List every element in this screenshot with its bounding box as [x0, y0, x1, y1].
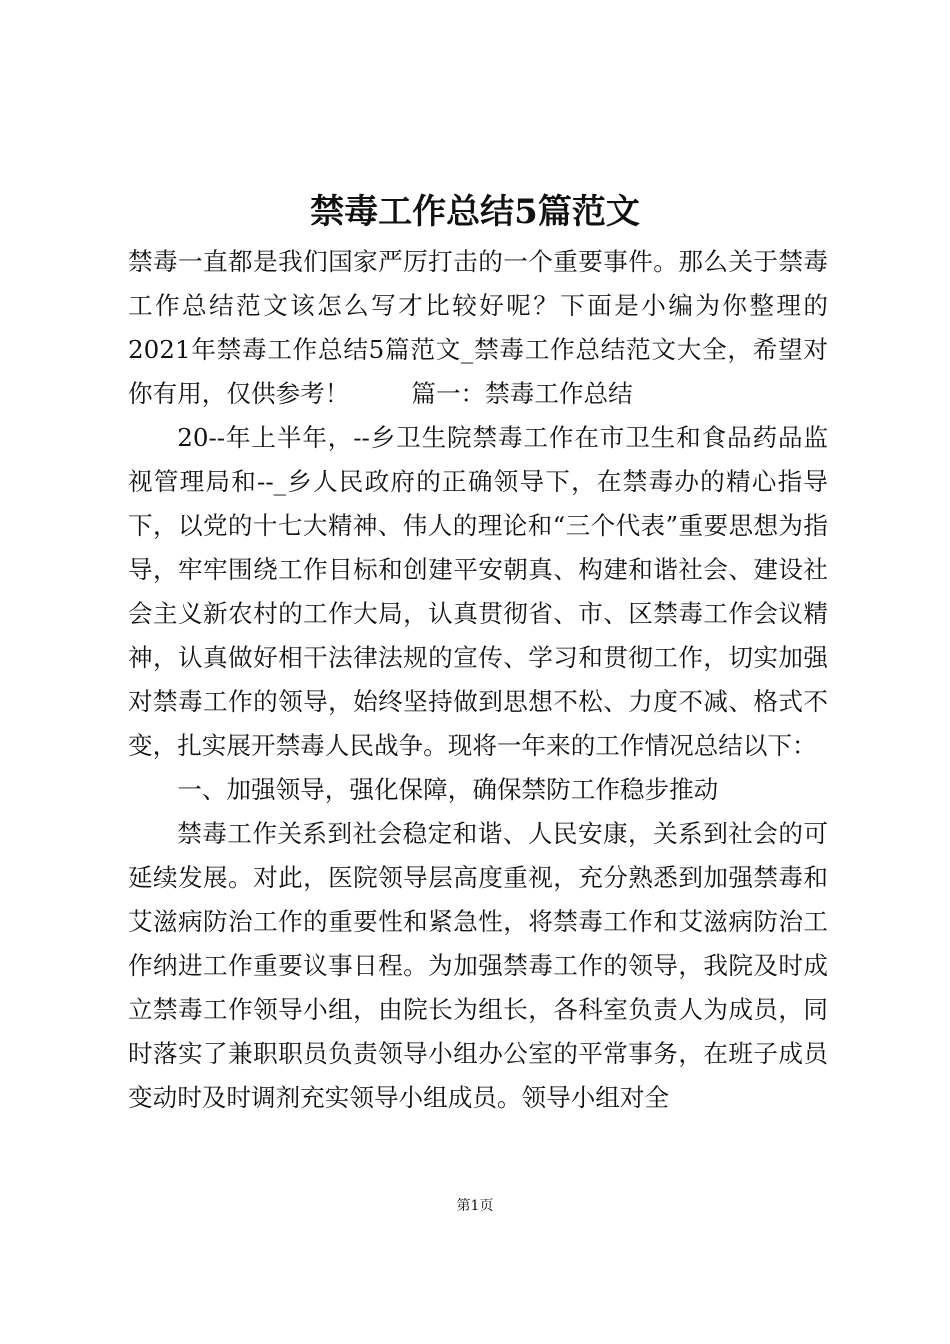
intro-paragraph: [128, 240, 828, 416]
body-paragraph-1: 20--年上半年，--乡卫生院禁毒工作在市卫生和食品药品监视管理局和--_乡人民政府的正确领导下，在禁毒办的精心指导下，以党的十七大精神、伟人的理论和“三个代表”重要思想为指导，牢牢围绕工作目标和创建平安朝真、构建和谐社会、建设社会主义新农村的工作大局，认真贯彻省、市、区禁毒工作会议精神，认真做好相干法律法规的宣传、学习和贯彻工作，切实加强对禁毒工作的领导，始终坚持做到思想不松、力度不减、格式不变，扎实展开禁毒人民战争。现将一年来的工作情况总结以下：: [128, 423, 828, 760]
body-paragraph-2: 禁毒工作关系到社会稳定和谐、人民安康，关系到社会的可延续发展。对此，医院领导层高度重视，充分熟悉到加强禁毒和艾滋病防治工作的重要性和紧急性，将禁毒工作和艾滋病防治工作纳进工作重要议事日程。为加强禁毒工作的领导，我院及时成立禁毒工作领导小组，由院长为组长，各科室负责人为成员，同时落实了兼职职员负责领导小组办公室的平常事务，在班子成员变动时及时调剂充实领导小组成员。领导小组对全: [128, 819, 828, 1112]
document-body: [128, 240, 828, 1120]
section-heading: 篇一：禁毒工作总结: [411, 379, 633, 408]
page-number: 第1页: [456, 1198, 494, 1214]
document-title: 禁毒工作总结5篇范文: [310, 192, 640, 232]
subheading-1: 一、加强领导，强化保障，确保禁防工作稳步推动: [177, 775, 719, 804]
intro-text: 禁毒一直都是我们国家严厉打击的一个重要事件。那么关于禁毒工作总结范文该怎么写才比较好呢？下面是小编为你整理的2021年禁毒工作总结5篇范文_禁毒工作总结范文大全，希望对你有用，仅供参考！: [128, 247, 828, 408]
